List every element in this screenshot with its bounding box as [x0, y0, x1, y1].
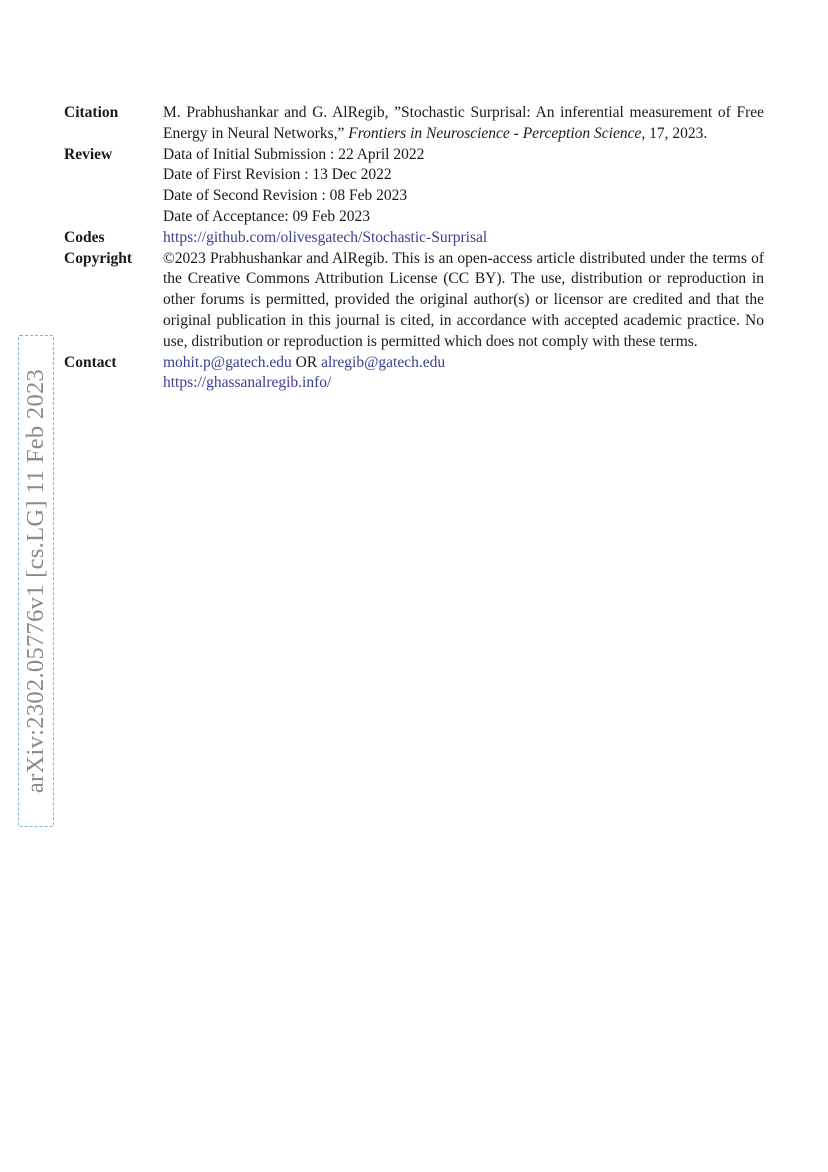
citation-label: Citation [64, 104, 119, 121]
codes-link[interactable]: https://github.com/olivesgatech/Stochastic-Surprisal [163, 228, 488, 246]
email-link-prabhushankar[interactable]: mohit.p@gatech.edu [163, 353, 292, 371]
citation-journal: Frontiers in Neuroscience - Perception Science [348, 124, 642, 142]
metadata-block [64, 103, 764, 394]
arxiv-stamp [18, 335, 54, 827]
review-acceptance: Date of Acceptance: 09 Feb 2023 [163, 207, 371, 225]
review-value [163, 145, 764, 228]
contact-value [163, 353, 764, 395]
citation-volume-year: , 17, 2023. [641, 124, 708, 142]
codes-label: Codes [64, 228, 105, 246]
copyright-label: Copyright [64, 249, 133, 267]
review-row [64, 145, 764, 228]
citation-authors-title: M. Prabhushankar and G. AlRegib, ”Stochastic Surprisal: An inferential measurement of Free Energy in Neural Networks,” [163, 104, 764, 142]
codes-row [64, 228, 764, 249]
contact-separator: OR [291, 353, 322, 371]
copyright-row [64, 249, 764, 353]
contact-label: Contact [64, 353, 117, 371]
review-label: Review [64, 145, 113, 163]
review-first-revision: Date of First Revision : 13 Dec 2022 [163, 166, 392, 184]
codes-value [163, 228, 764, 249]
citation-value [163, 103, 764, 145]
citation-row [64, 103, 764, 145]
email-link-alregib[interactable]: alregib@gatech.edu [321, 353, 446, 371]
arxiv-stamp-text: arXiv:2302.05776v1 [cs.LG] 11 Feb 2023 [22, 368, 49, 794]
contact-emails [163, 353, 764, 374]
review-second-revision: Date of Second Revision : 08 Feb 2023 [163, 187, 408, 205]
website-link[interactable]: https://ghassanalregib.info/ [163, 374, 332, 392]
copyright-text: ©2023 Prabhushankar and AlRegib. This is an open-access article distributed under the terms of the Creative Commons Attribution License (CC BY). The use, distribution or reproduction in other forums is permitted, provided the original author(s) or licensor are credited and that the original publication in this journal is cited, in accordance with accepted academic practice. No use, distribution or reproduction is permitted which does not comply with these terms. [163, 249, 764, 350]
review-initial-submission: Data of Initial Submission : 22 April 2022 [163, 145, 425, 163]
contact-row [64, 353, 764, 395]
